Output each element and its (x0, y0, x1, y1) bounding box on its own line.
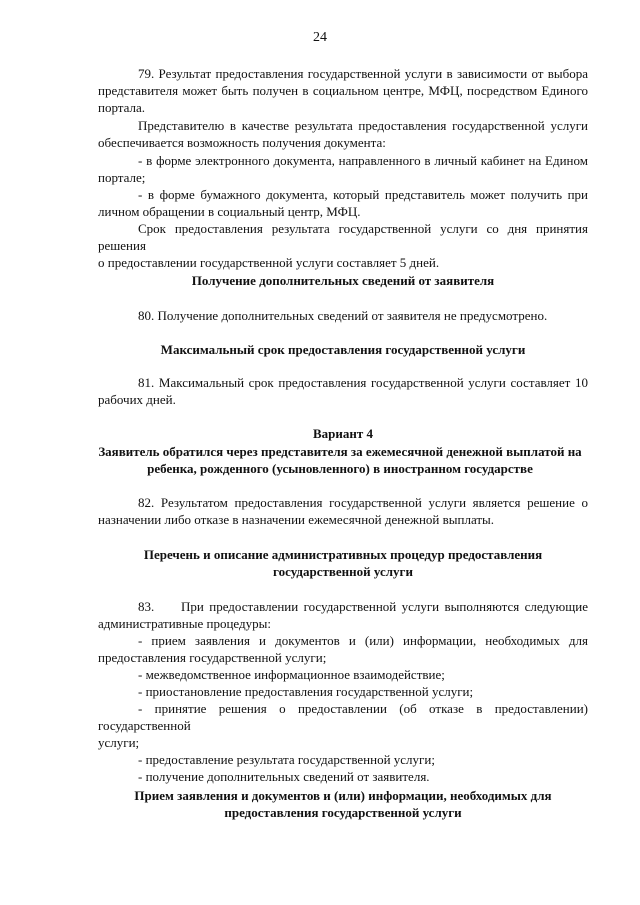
heading-line: ребенка, рожденного (усыновленного) в иностранном государстве (147, 461, 533, 476)
paragraph-line: Представителю в качестве результата предоставления государственной услуги (138, 118, 588, 133)
bullet-line: - в форме бумажного документа, который представитель может получить при (138, 187, 588, 202)
bullet-line: портале; (98, 170, 146, 185)
paragraph-line: обеспечивается возможность получения документа: (98, 135, 386, 150)
paragraph-79-line: 79. Результат предоставления государственной услуги в зависимости от выбора (138, 66, 588, 81)
paragraph-line: 81. Максимальный срок предоставления государственной услуги составляет 10 (138, 375, 588, 390)
procedure-item: - принятие решения о предоставлении (об отказе в предоставлении) государственной (98, 701, 588, 733)
paragraph-81 (98, 374, 588, 408)
heading-line: государственной услуги (273, 564, 413, 579)
paragraph-line: назначении либо отказе в назначении ежемесячной денежной выплаты. (98, 512, 495, 527)
variant-heading (98, 425, 588, 442)
section-heading-reception (98, 787, 588, 821)
paragraph-line: рабочих дней. (98, 392, 176, 407)
paragraph-line: о предоставлении государственной услуги составляет 5 дней. (98, 255, 440, 270)
bullet-electronic-document (98, 152, 588, 186)
heading-line: Заявитель обратился через представителя за ежемесячной денежной выплатой на (98, 444, 582, 459)
heading-line: предоставления государственной услуги (224, 805, 462, 820)
paragraph-79-line: портала. (98, 100, 146, 115)
procedure-item: - прием заявления и документов и (или) информации, необходимых для (138, 633, 588, 648)
heading-line: Максимальный срок предоставления государственной услуги (160, 342, 526, 357)
procedure-item: услуги; (98, 735, 140, 750)
bullet-line: личном обращении в социальный центр, МФЦ. (98, 204, 361, 219)
bullet-line: - в форме электронного документа, направленного в личный кабинет на Едином (138, 153, 588, 168)
heading-line: Перечень и описание административных процедур предоставления (143, 547, 543, 562)
section-heading-procedures (98, 546, 588, 580)
paragraph-line: Срок предоставления результата государственной услуги со дня принятия решения (98, 221, 588, 253)
paragraph-line: 83. При предоставлении государственной услуги выполняются следующие (138, 599, 588, 614)
paragraph-line: 82. Результатом предоставления государственной услуги является решение о (138, 495, 588, 510)
paragraph-line: административные процедуры: (98, 616, 271, 631)
variant-title: Вариант 4 (312, 426, 374, 441)
procedure-item: предоставления государственной услуги; (98, 650, 327, 665)
paragraph-79 (98, 65, 588, 116)
variant-description (60, 443, 620, 477)
procedure-item: - приостановление предоставления государственной услуги; (138, 684, 474, 699)
procedure-item: - получение дополнительных сведений от заявителя. (138, 769, 430, 784)
section-heading-max-term (98, 341, 588, 358)
paragraph-term (98, 220, 588, 271)
bullet-paper-document (98, 186, 588, 220)
section-heading-additional-info (98, 272, 588, 289)
heading-line: Получение дополнительных сведений от заявителя (191, 273, 495, 288)
paragraph-82 (98, 494, 588, 528)
page-number: 24 (313, 30, 327, 45)
heading-line: Прием заявления и документов и (или) информации, необходимых для (134, 788, 552, 803)
procedure-item: - межведомственное информационное взаимодействие; (138, 667, 445, 682)
paragraph-83 (98, 598, 588, 785)
paragraph-80 (98, 307, 588, 324)
paragraph-79-line: представителя может быть получен в социальном центре, МФЦ, посредством Единого (98, 83, 588, 98)
procedure-item: - предоставление результата государственной услуги; (138, 752, 435, 767)
paragraph-representative (98, 117, 588, 151)
paragraph-line: 80. Получение дополнительных сведений от заявителя не предусмотрено. (138, 308, 548, 323)
